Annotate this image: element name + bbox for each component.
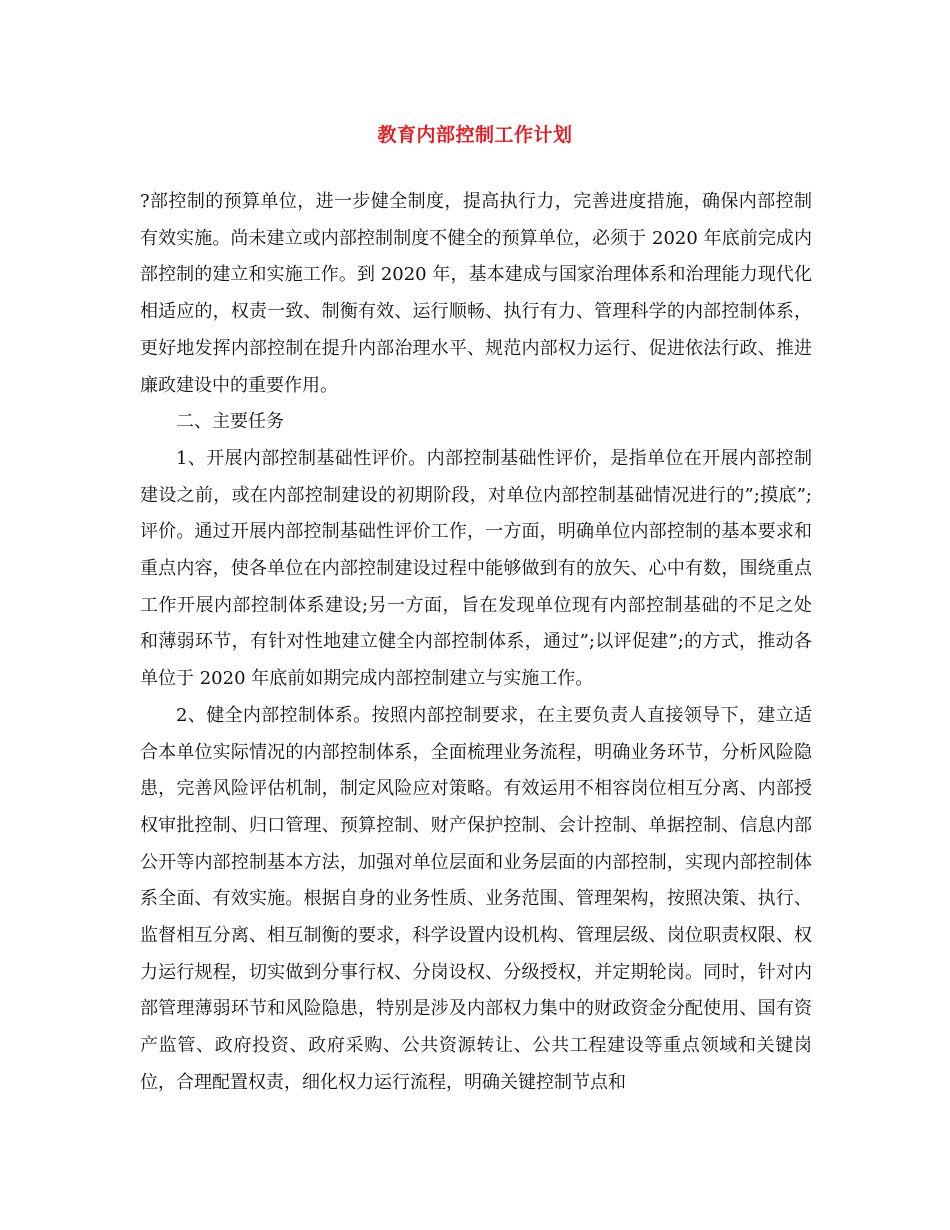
paragraph-task-1-basic-evaluation: 1、开展内部控制基础性评价。内部控制基础性评价，是指单位在开展内部控制建设之前，或在内部控制建设的初期阶段，对单位内部控制基础情况进行的”;摸底”;评价。通过开展内部控制基础性评价工作，一方面，明确单位内部控制的基本要求和重点内容，使各单位在内部控制建设过程中能够做到有的放矢、心中有数，围绕重点工作开展内部控制体系建设;另一方面，旨在发现单位现有内部控制基础的不足之处和薄弱环节，有针对性地建立健全内部控制体系，通过”;以评促建”;的方式，推动各单位于 2020 年底前如期完成内部控制建立与实施工作。 [140,447,812,690]
paragraph-budget-units: ?部控制的预算单位，进一步健全制度，提高执行力，完善进度措施，确保内部控制有效实施。尚未建立或内部控制制度不健全的预算单位，必须于 2020 年底前完成内部控制的建立和实施工作。到 2020 年，基本建成与国家治理体系和治理能力现代化相适应的，权责一致、制衡有效、运行顺畅、执行有力、管理科学的内部控制体系，更好地发挥内部控制在提升内部治理水平、规范内部权力运行、促进依法行政、推进廉政建设中的重要作用。 [140,191,812,396]
section-heading-main-tasks: 二、主要任务 [176,411,284,433]
paragraph-task-2-control-system: 2、健全内部控制体系。按照内部控制要求，在主要负责人直接领导下，建立适合本单位实际情况的内部控制体系，全面梳理业务流程，明确业务环节，分析风险隐患，完善风险评估机制，制定风险应对策略。有效运用不相容岗位相互分离、内部授权审批控制、归口管理、预算控制、财产保护控制、会计控制、单据控制、信息内部公开等内部控制基本方法，加强对单位层面和业务层面的内部控制，实现内部控制体系全面、有效实施。根据自身的业务性质、业务范围、管理架构，按照决策、执行、监督相互分离、相互制衡的要求，科学设置内设机构、管理层级、岗位职责权限、权力运行规程，切实做到分事行权、分岗设权、分级授权，并定期轮岗。同时，针对内部管理薄弱环节和风险隐患，特别是涉及内部权力集中的财政资金分配使用、国有资产监管、政府投资、政府采购、公共资源转让、公共工程建设等重点领域和关键岗位，合理配置权责，细化权力运行流程，明确关键控制节点和 [140,704,812,1093]
document-title: 教育内部控制工作计划 [377,124,573,146]
document-body [140,184,812,1102]
